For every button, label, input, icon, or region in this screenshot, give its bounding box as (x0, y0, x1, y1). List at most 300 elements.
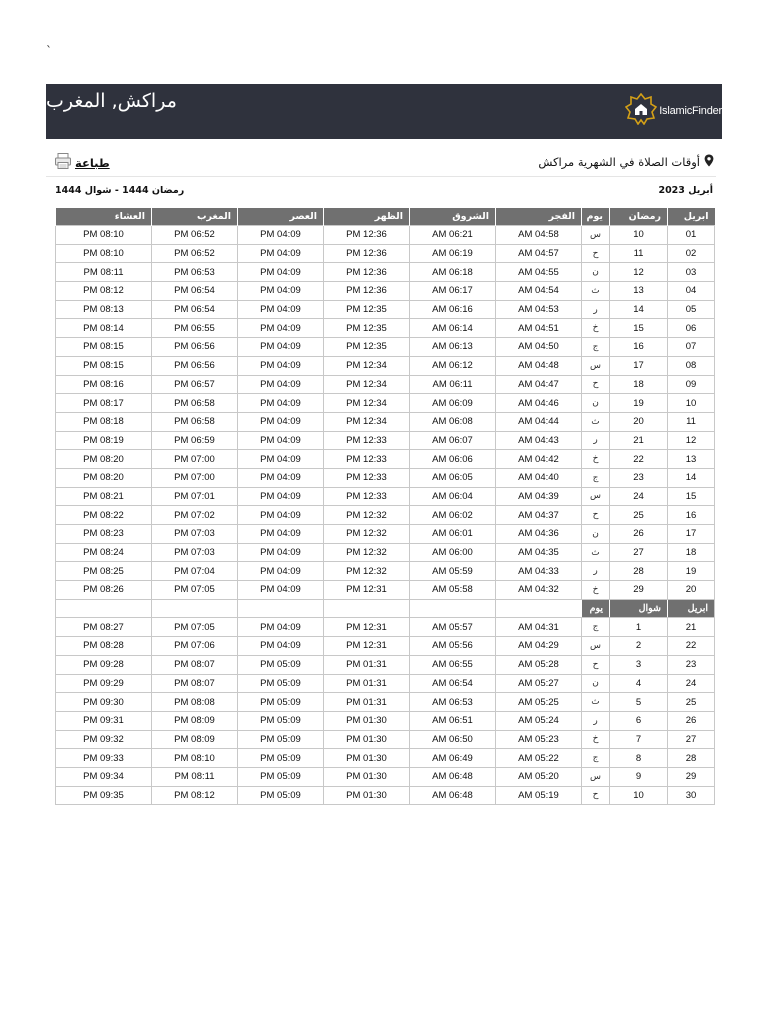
table-row (56, 300, 715, 319)
table-row (56, 655, 715, 674)
col-weekday-cell: خ (582, 581, 610, 600)
col-dhuhr-cell: 12:35 PM (324, 319, 410, 338)
col-gregorian-day-cell: 27 (668, 730, 715, 749)
col-dhuhr-cell: 12:35 PM (324, 300, 410, 319)
month-separator-row (56, 599, 715, 618)
gregorian-month: أبريل 2023 (658, 185, 713, 196)
col-asr-cell: 04:09 PM (238, 356, 324, 375)
table-row (56, 487, 715, 506)
col-fajr-cell: 04:51 AM (496, 319, 582, 338)
col-gregorian-day-cell: 04 (668, 282, 715, 301)
col-gregorian-day-cell: 14 (668, 468, 715, 487)
col-sunrise-cell: 05:57 AM (410, 618, 496, 637)
col-weekday-cell: ن (582, 674, 610, 693)
col-sunrise-cell: 06:19 AM (410, 244, 496, 263)
table-row (56, 394, 715, 413)
col-weekday-cell: س (582, 767, 610, 786)
col-hijri-day-cell: 25 (610, 506, 668, 525)
col-gregorian-day-cell: 17 (668, 525, 715, 544)
table-header-row (56, 208, 715, 226)
table-row (56, 244, 715, 263)
col-isha-cell: 09:28 PM (56, 655, 152, 674)
col-fajr-cell: 04:46 AM (496, 394, 582, 413)
col-weekday-cell: ر (582, 431, 610, 450)
col-fajr-cell: 05:19 AM (496, 786, 582, 805)
col-dhuhr-cell: 12:36 PM (324, 244, 410, 263)
col-maghrib-header: المغرب (152, 208, 238, 226)
col-sunrise-cell: 05:56 AM (410, 637, 496, 656)
col-weekday-cell: ج (582, 468, 610, 487)
col-asr-cell: 04:09 PM (238, 468, 324, 487)
separator-empty-cell (496, 599, 582, 618)
col-isha-cell: 08:10 PM (56, 226, 152, 245)
col-fajr-cell: 05:27 AM (496, 674, 582, 693)
col-sunrise-cell: 06:18 AM (410, 263, 496, 282)
col-asr-header: العصر (238, 208, 324, 226)
col-fajr-cell: 04:58 AM (496, 226, 582, 245)
col-fajr-cell: 04:53 AM (496, 300, 582, 319)
col-gregorian-day-cell: 25 (668, 693, 715, 712)
col-maghrib-cell: 08:11 PM (152, 767, 238, 786)
col-dhuhr-cell: 12:36 PM (324, 263, 410, 282)
col-dhuhr-cell: 01:30 PM (324, 730, 410, 749)
col-fajr-cell: 04:31 AM (496, 618, 582, 637)
col-gregorian-day-header: ابريل (668, 208, 715, 226)
table-row (56, 767, 715, 786)
col-maghrib-cell: 06:53 PM (152, 263, 238, 282)
col-fajr-cell: 05:25 AM (496, 693, 582, 712)
hijri-month-range: رمضان 1444 - شوال 1444 (55, 185, 185, 196)
col-dhuhr-cell: 12:34 PM (324, 412, 410, 431)
col-sunrise-cell: 06:17 AM (410, 282, 496, 301)
col-fajr-cell: 05:22 AM (496, 749, 582, 768)
col-gregorian-day-cell: 30 (668, 786, 715, 805)
col-hijri-day-cell: 19 (610, 394, 668, 413)
col-dhuhr-header: الظهر (324, 208, 410, 226)
col-maghrib-cell: 06:52 PM (152, 226, 238, 245)
col-weekday-cell: ج (582, 618, 610, 637)
page-header (46, 84, 722, 139)
col-asr-cell: 05:09 PM (238, 786, 324, 805)
table-row (56, 637, 715, 656)
col-isha-cell: 08:27 PM (56, 618, 152, 637)
separator-empty-cell (324, 599, 410, 618)
col-maghrib-cell: 07:05 PM (152, 618, 238, 637)
col-hijri-day-cell: 27 (610, 543, 668, 562)
col-sunrise-cell: 06:48 AM (410, 786, 496, 805)
subheader-bar (46, 150, 716, 177)
col-sunrise-cell: 06:55 AM (410, 655, 496, 674)
col-dhuhr-cell: 12:36 PM (324, 226, 410, 245)
col-gregorian-day-cell: 23 (668, 655, 715, 674)
col-isha-cell: 09:33 PM (56, 749, 152, 768)
col-dhuhr-cell: 12:32 PM (324, 525, 410, 544)
col-fajr-cell: 04:54 AM (496, 282, 582, 301)
col-gregorian-day-cell: 15 (668, 487, 715, 506)
col-hijri-day-cell: 15 (610, 319, 668, 338)
separator-empty-cell (410, 599, 496, 618)
logo-text: IslamicFinder (659, 105, 722, 117)
col-weekday-cell: ث (582, 412, 610, 431)
separator-label: ابريل (668, 599, 715, 618)
col-isha-cell: 08:18 PM (56, 412, 152, 431)
col-hijri-day-cell: 8 (610, 749, 668, 768)
col-maghrib-cell: 06:54 PM (152, 300, 238, 319)
col-maghrib-cell: 06:56 PM (152, 338, 238, 357)
col-maghrib-cell: 06:54 PM (152, 282, 238, 301)
col-fajr-cell: 04:40 AM (496, 468, 582, 487)
col-asr-cell: 05:09 PM (238, 674, 324, 693)
col-gregorian-day-cell: 28 (668, 749, 715, 768)
col-sunrise-cell: 06:01 AM (410, 525, 496, 544)
col-fajr-cell: 04:35 AM (496, 543, 582, 562)
col-asr-cell: 04:09 PM (238, 450, 324, 469)
col-hijri-day-cell: 10 (610, 786, 668, 805)
col-asr-cell: 04:09 PM (238, 412, 324, 431)
mosque-star-icon (625, 93, 657, 129)
col-weekday-cell: ث (582, 282, 610, 301)
col-gregorian-day-cell: 29 (668, 767, 715, 786)
col-sunrise-cell: 06:04 AM (410, 487, 496, 506)
table-row (56, 226, 715, 245)
prayer-times-table (55, 208, 715, 805)
col-weekday-cell: ر (582, 300, 610, 319)
col-dhuhr-cell: 01:30 PM (324, 786, 410, 805)
col-maghrib-cell: 07:03 PM (152, 525, 238, 544)
col-asr-cell: 04:09 PM (238, 543, 324, 562)
col-asr-cell: 05:09 PM (238, 693, 324, 712)
col-fajr-cell: 05:24 AM (496, 711, 582, 730)
col-fajr-cell: 04:57 AM (496, 244, 582, 263)
col-asr-cell: 05:09 PM (238, 767, 324, 786)
col-gregorian-day-cell: 09 (668, 375, 715, 394)
col-sunrise-header: الشروق (410, 208, 496, 226)
col-isha-cell: 08:22 PM (56, 506, 152, 525)
col-hijri-day-header: رمضان (610, 208, 668, 226)
col-hijri-day-cell: 4 (610, 674, 668, 693)
col-maghrib-cell: 08:09 PM (152, 730, 238, 749)
col-gregorian-day-cell: 02 (668, 244, 715, 263)
col-isha-cell: 08:21 PM (56, 487, 152, 506)
col-maghrib-cell: 08:07 PM (152, 674, 238, 693)
col-hijri-day-cell: 23 (610, 468, 668, 487)
col-dhuhr-cell: 01:31 PM (324, 693, 410, 712)
printer-icon (54, 152, 72, 174)
col-maghrib-cell: 07:05 PM (152, 581, 238, 600)
col-sunrise-cell: 06:13 AM (410, 338, 496, 357)
col-sunrise-cell: 06:11 AM (410, 375, 496, 394)
col-hijri-day-cell: 18 (610, 375, 668, 394)
col-weekday-cell: ن (582, 263, 610, 282)
col-maghrib-cell: 07:01 PM (152, 487, 238, 506)
table-row (56, 786, 715, 805)
col-fajr-cell: 04:39 AM (496, 487, 582, 506)
monthly-prayer-times-heading (538, 152, 714, 171)
table-row (56, 693, 715, 712)
col-weekday-cell: ح (582, 244, 610, 263)
col-weekday-cell: خ (582, 730, 610, 749)
col-weekday-cell: س (582, 637, 610, 656)
col-hijri-day-cell: 22 (610, 450, 668, 469)
col-gregorian-day-cell: 11 (668, 412, 715, 431)
col-dhuhr-cell: 12:32 PM (324, 543, 410, 562)
col-maghrib-cell: 08:07 PM (152, 655, 238, 674)
table-row (56, 319, 715, 338)
table-row (56, 749, 715, 768)
col-weekday-cell: س (582, 356, 610, 375)
table-row (56, 674, 715, 693)
col-asr-cell: 04:09 PM (238, 581, 324, 600)
col-hijri-day-cell: 21 (610, 431, 668, 450)
col-isha-cell: 08:10 PM (56, 244, 152, 263)
col-fajr-cell: 04:42 AM (496, 450, 582, 469)
col-fajr-cell: 05:20 AM (496, 767, 582, 786)
col-isha-cell: 08:15 PM (56, 356, 152, 375)
col-sunrise-cell: 06:07 AM (410, 431, 496, 450)
col-isha-cell: 09:35 PM (56, 786, 152, 805)
col-isha-cell: 09:30 PM (56, 693, 152, 712)
col-isha-cell: 08:12 PM (56, 282, 152, 301)
col-sunrise-cell: 06:02 AM (410, 506, 496, 525)
col-dhuhr-cell: 12:33 PM (324, 487, 410, 506)
col-hijri-day-cell: 16 (610, 338, 668, 357)
col-asr-cell: 04:09 PM (238, 562, 324, 581)
col-weekday-cell: ج (582, 338, 610, 357)
map-pin-icon (704, 152, 714, 171)
col-maghrib-cell: 07:03 PM (152, 543, 238, 562)
col-maghrib-cell: 06:58 PM (152, 394, 238, 413)
col-hijri-day-cell: 24 (610, 487, 668, 506)
col-weekday-cell: س (582, 226, 610, 245)
col-weekday-cell: ث (582, 543, 610, 562)
city-title: مراكش, المغرب (46, 90, 177, 112)
col-asr-cell: 04:09 PM (238, 637, 324, 656)
col-dhuhr-cell: 12:33 PM (324, 450, 410, 469)
col-fajr-cell: 04:44 AM (496, 412, 582, 431)
col-asr-cell: 04:09 PM (238, 226, 324, 245)
separator-empty-cell (152, 599, 238, 618)
col-isha-cell: 08:14 PM (56, 319, 152, 338)
col-gregorian-day-cell: 22 (668, 637, 715, 656)
col-gregorian-day-cell: 12 (668, 431, 715, 450)
islamicfinder-logo[interactable] (625, 85, 722, 137)
col-fajr-cell: 04:29 AM (496, 637, 582, 656)
col-asr-cell: 04:09 PM (238, 300, 324, 319)
col-hijri-day-cell: 7 (610, 730, 668, 749)
col-isha-cell: 08:20 PM (56, 450, 152, 469)
col-dhuhr-cell: 01:30 PM (324, 711, 410, 730)
separator-label: يوم (582, 599, 610, 618)
table-row (56, 450, 715, 469)
table-row (56, 375, 715, 394)
col-sunrise-cell: 06:12 AM (410, 356, 496, 375)
col-isha-cell: 09:31 PM (56, 711, 152, 730)
col-gregorian-day-cell: 24 (668, 674, 715, 693)
col-gregorian-day-cell: 13 (668, 450, 715, 469)
col-dhuhr-cell: 01:30 PM (324, 767, 410, 786)
col-isha-cell: 08:11 PM (56, 263, 152, 282)
col-maghrib-cell: 07:02 PM (152, 506, 238, 525)
col-dhuhr-cell: 12:34 PM (324, 394, 410, 413)
col-maghrib-cell: 06:58 PM (152, 412, 238, 431)
col-dhuhr-cell: 01:31 PM (324, 674, 410, 693)
col-dhuhr-cell: 12:36 PM (324, 282, 410, 301)
col-maghrib-cell: 07:00 PM (152, 468, 238, 487)
col-fajr-cell: 04:33 AM (496, 562, 582, 581)
col-hijri-day-cell: 26 (610, 525, 668, 544)
col-maghrib-cell: 06:57 PM (152, 375, 238, 394)
col-hijri-day-cell: 5 (610, 693, 668, 712)
col-fajr-cell: 04:47 AM (496, 375, 582, 394)
col-sunrise-cell: 06:09 AM (410, 394, 496, 413)
print-button[interactable] (54, 152, 110, 174)
col-fajr-cell: 05:23 AM (496, 730, 582, 749)
col-hijri-day-cell: 6 (610, 711, 668, 730)
col-gregorian-day-cell: 26 (668, 711, 715, 730)
table-row (56, 263, 715, 282)
col-gregorian-day-cell: 10 (668, 394, 715, 413)
col-sunrise-cell: 06:48 AM (410, 767, 496, 786)
col-maghrib-cell: 06:55 PM (152, 319, 238, 338)
col-asr-cell: 05:09 PM (238, 730, 324, 749)
col-maghrib-cell: 08:09 PM (152, 711, 238, 730)
col-hijri-day-cell: 20 (610, 412, 668, 431)
col-hijri-day-cell: 13 (610, 282, 668, 301)
col-isha-cell: 09:34 PM (56, 767, 152, 786)
col-gregorian-day-cell: 19 (668, 562, 715, 581)
col-weekday-cell: ر (582, 562, 610, 581)
table-row (56, 356, 715, 375)
col-hijri-day-cell: 9 (610, 767, 668, 786)
col-isha-cell: 08:16 PM (56, 375, 152, 394)
col-weekday-cell: ح (582, 506, 610, 525)
separator-empty-cell (56, 599, 152, 618)
col-gregorian-day-cell: 05 (668, 300, 715, 319)
separator-label: شوال (610, 599, 668, 618)
col-weekday-cell: ج (582, 749, 610, 768)
col-dhuhr-cell: 01:30 PM (324, 749, 410, 768)
col-isha-cell: 08:17 PM (56, 394, 152, 413)
col-sunrise-cell: 06:05 AM (410, 468, 496, 487)
col-sunrise-cell: 06:54 AM (410, 674, 496, 693)
col-asr-cell: 04:09 PM (238, 319, 324, 338)
col-gregorian-day-cell: 03 (668, 263, 715, 282)
col-hijri-day-cell: 3 (610, 655, 668, 674)
table-row (56, 282, 715, 301)
col-gregorian-day-cell: 20 (668, 581, 715, 600)
table-row (56, 730, 715, 749)
col-weekday-cell: ح (582, 655, 610, 674)
col-dhuhr-cell: 12:31 PM (324, 581, 410, 600)
col-dhuhr-cell: 01:31 PM (324, 655, 410, 674)
col-dhuhr-cell: 12:33 PM (324, 431, 410, 450)
col-hijri-day-cell: 17 (610, 356, 668, 375)
col-maghrib-cell: 08:12 PM (152, 786, 238, 805)
col-isha-header: العشاء (56, 208, 152, 226)
col-sunrise-cell: 06:14 AM (410, 319, 496, 338)
col-dhuhr-cell: 12:33 PM (324, 468, 410, 487)
col-sunrise-cell: 06:53 AM (410, 693, 496, 712)
col-asr-cell: 05:09 PM (238, 749, 324, 768)
col-maghrib-cell: 06:52 PM (152, 244, 238, 263)
table-row (56, 543, 715, 562)
col-weekday-cell: خ (582, 450, 610, 469)
col-isha-cell: 08:20 PM (56, 468, 152, 487)
table-body (56, 226, 715, 805)
col-fajr-cell: 04:55 AM (496, 263, 582, 282)
stray-mark: ` (46, 44, 52, 58)
col-sunrise-cell: 05:59 AM (410, 562, 496, 581)
col-fajr-cell: 04:36 AM (496, 525, 582, 544)
col-asr-cell: 04:09 PM (238, 244, 324, 263)
col-gregorian-day-cell: 21 (668, 618, 715, 637)
col-asr-cell: 04:09 PM (238, 506, 324, 525)
col-asr-cell: 04:09 PM (238, 263, 324, 282)
col-isha-cell: 09:29 PM (56, 674, 152, 693)
col-sunrise-cell: 06:16 AM (410, 300, 496, 319)
table-row (56, 562, 715, 581)
col-weekday-cell: ث (582, 693, 610, 712)
col-weekday-header: يوم (582, 208, 610, 226)
table-row (56, 618, 715, 637)
monthly-label: أوقات الصلاة في الشهرية مراكش (538, 154, 700, 169)
table-row (56, 468, 715, 487)
col-gregorian-day-cell: 18 (668, 543, 715, 562)
col-dhuhr-cell: 12:31 PM (324, 637, 410, 656)
col-asr-cell: 04:09 PM (238, 618, 324, 637)
col-asr-cell: 05:09 PM (238, 711, 324, 730)
col-dhuhr-cell: 12:34 PM (324, 356, 410, 375)
table-row (56, 711, 715, 730)
col-fajr-cell: 05:28 AM (496, 655, 582, 674)
col-sunrise-cell: 06:00 AM (410, 543, 496, 562)
col-asr-cell: 05:09 PM (238, 655, 324, 674)
col-gregorian-day-cell: 01 (668, 226, 715, 245)
col-isha-cell: 09:32 PM (56, 730, 152, 749)
col-fajr-header: الفجر (496, 208, 582, 226)
table-row (56, 431, 715, 450)
table-row (56, 338, 715, 357)
col-hijri-day-cell: 29 (610, 581, 668, 600)
col-weekday-cell: ح (582, 375, 610, 394)
col-asr-cell: 04:09 PM (238, 394, 324, 413)
col-weekday-cell: ن (582, 525, 610, 544)
col-gregorian-day-cell: 08 (668, 356, 715, 375)
col-maghrib-cell: 07:04 PM (152, 562, 238, 581)
col-hijri-day-cell: 10 (610, 226, 668, 245)
col-fajr-cell: 04:48 AM (496, 356, 582, 375)
col-isha-cell: 08:25 PM (56, 562, 152, 581)
col-sunrise-cell: 06:21 AM (410, 226, 496, 245)
col-weekday-cell: ن (582, 394, 610, 413)
col-asr-cell: 04:09 PM (238, 338, 324, 357)
col-asr-cell: 04:09 PM (238, 375, 324, 394)
col-sunrise-cell: 06:06 AM (410, 450, 496, 469)
col-fajr-cell: 04:37 AM (496, 506, 582, 525)
col-dhuhr-cell: 12:32 PM (324, 506, 410, 525)
col-weekday-cell: ر (582, 711, 610, 730)
col-fajr-cell: 04:50 AM (496, 338, 582, 357)
col-maghrib-cell: 07:00 PM (152, 450, 238, 469)
col-sunrise-cell: 06:51 AM (410, 711, 496, 730)
col-asr-cell: 04:09 PM (238, 282, 324, 301)
print-label: طباعة (75, 156, 110, 170)
col-maghrib-cell: 08:08 PM (152, 693, 238, 712)
col-isha-cell: 08:13 PM (56, 300, 152, 319)
separator-empty-cell (238, 599, 324, 618)
table-row (56, 506, 715, 525)
col-sunrise-cell: 06:50 AM (410, 730, 496, 749)
